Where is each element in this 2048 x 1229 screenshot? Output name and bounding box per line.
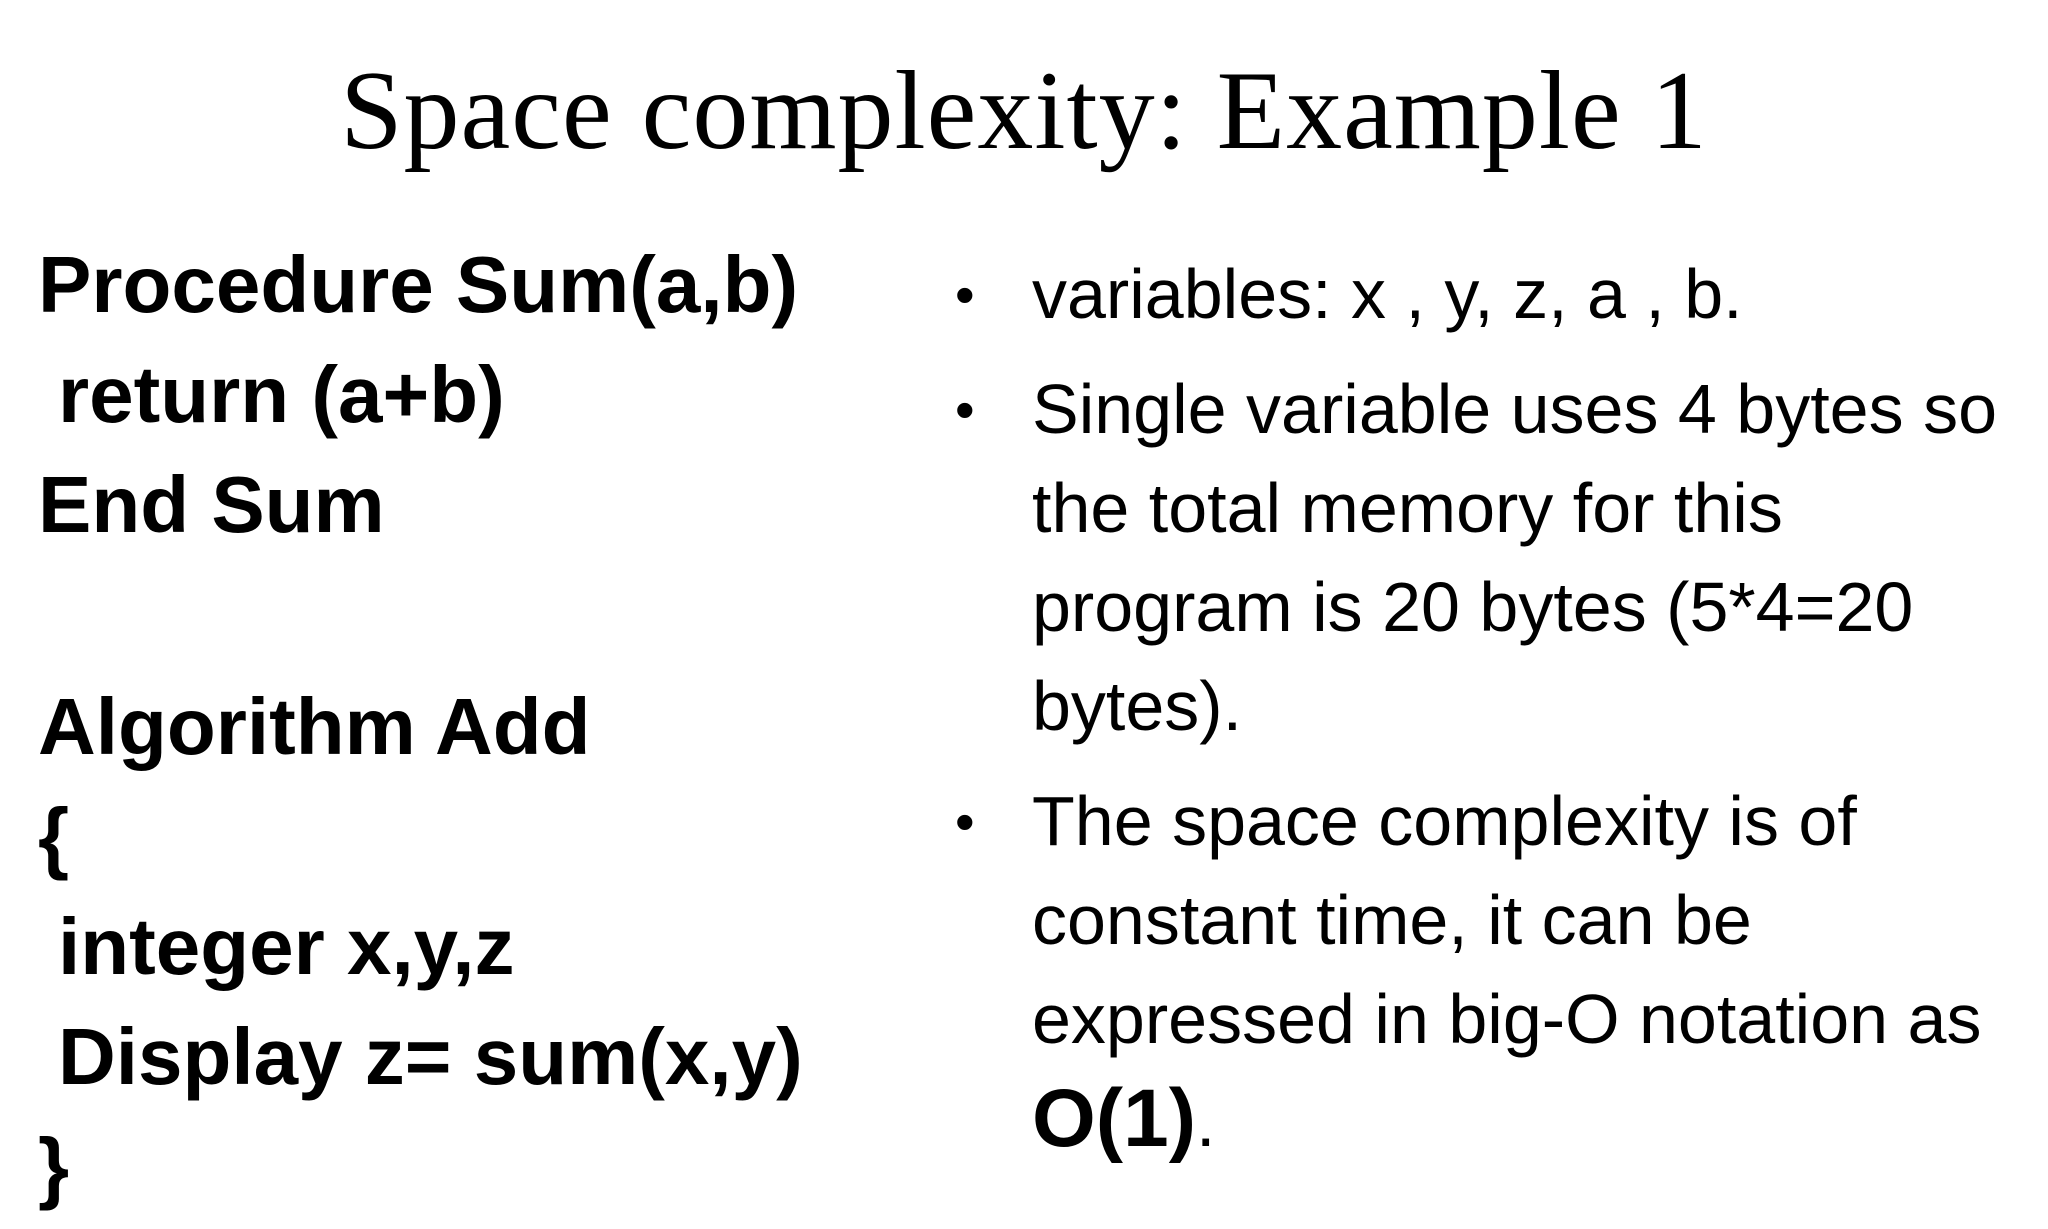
bullet-text: Single variable uses 4 bytes so the total memory for this program is 20 bytes (5*4=20 bytes). xyxy=(1032,370,1997,745)
code-line-return: return (a+b) xyxy=(58,350,505,439)
bullet-marker-icon: • xyxy=(955,263,975,326)
code-line-blank xyxy=(38,560,918,672)
code-line-algorithm: Algorithm Add xyxy=(38,682,591,771)
bullet-variables xyxy=(955,245,2025,344)
code-line-declaration: integer x,y,z xyxy=(58,902,515,991)
pseudocode-block xyxy=(38,230,918,1222)
bullet-text-end: . xyxy=(1196,1083,1216,1161)
slide-title: Space complexity: Example 1 xyxy=(340,49,1708,173)
bullet-text: The space complexity is of constant time, it can be expressed in big-O notation as xyxy=(1032,782,1982,1058)
explanation-bullets xyxy=(955,245,2025,1188)
code-line-close-brace: } xyxy=(38,1122,70,1211)
bullet-marker-icon: • xyxy=(955,378,975,441)
bullet-text: variables: x , y, z, a , b. xyxy=(1032,255,1743,333)
bullet-memory xyxy=(955,360,2025,756)
code-line-end-sum: End Sum xyxy=(38,460,385,549)
bullet-marker-icon: • xyxy=(955,790,975,853)
bullet-complexity xyxy=(955,772,2025,1172)
code-line-open-brace: { xyxy=(38,792,70,881)
code-line-display: Display z= sum(x,y) xyxy=(58,1012,803,1101)
code-line-procedure: Procedure Sum(a,b) xyxy=(38,240,799,329)
big-o-notation: O(1) xyxy=(1032,1073,1196,1164)
